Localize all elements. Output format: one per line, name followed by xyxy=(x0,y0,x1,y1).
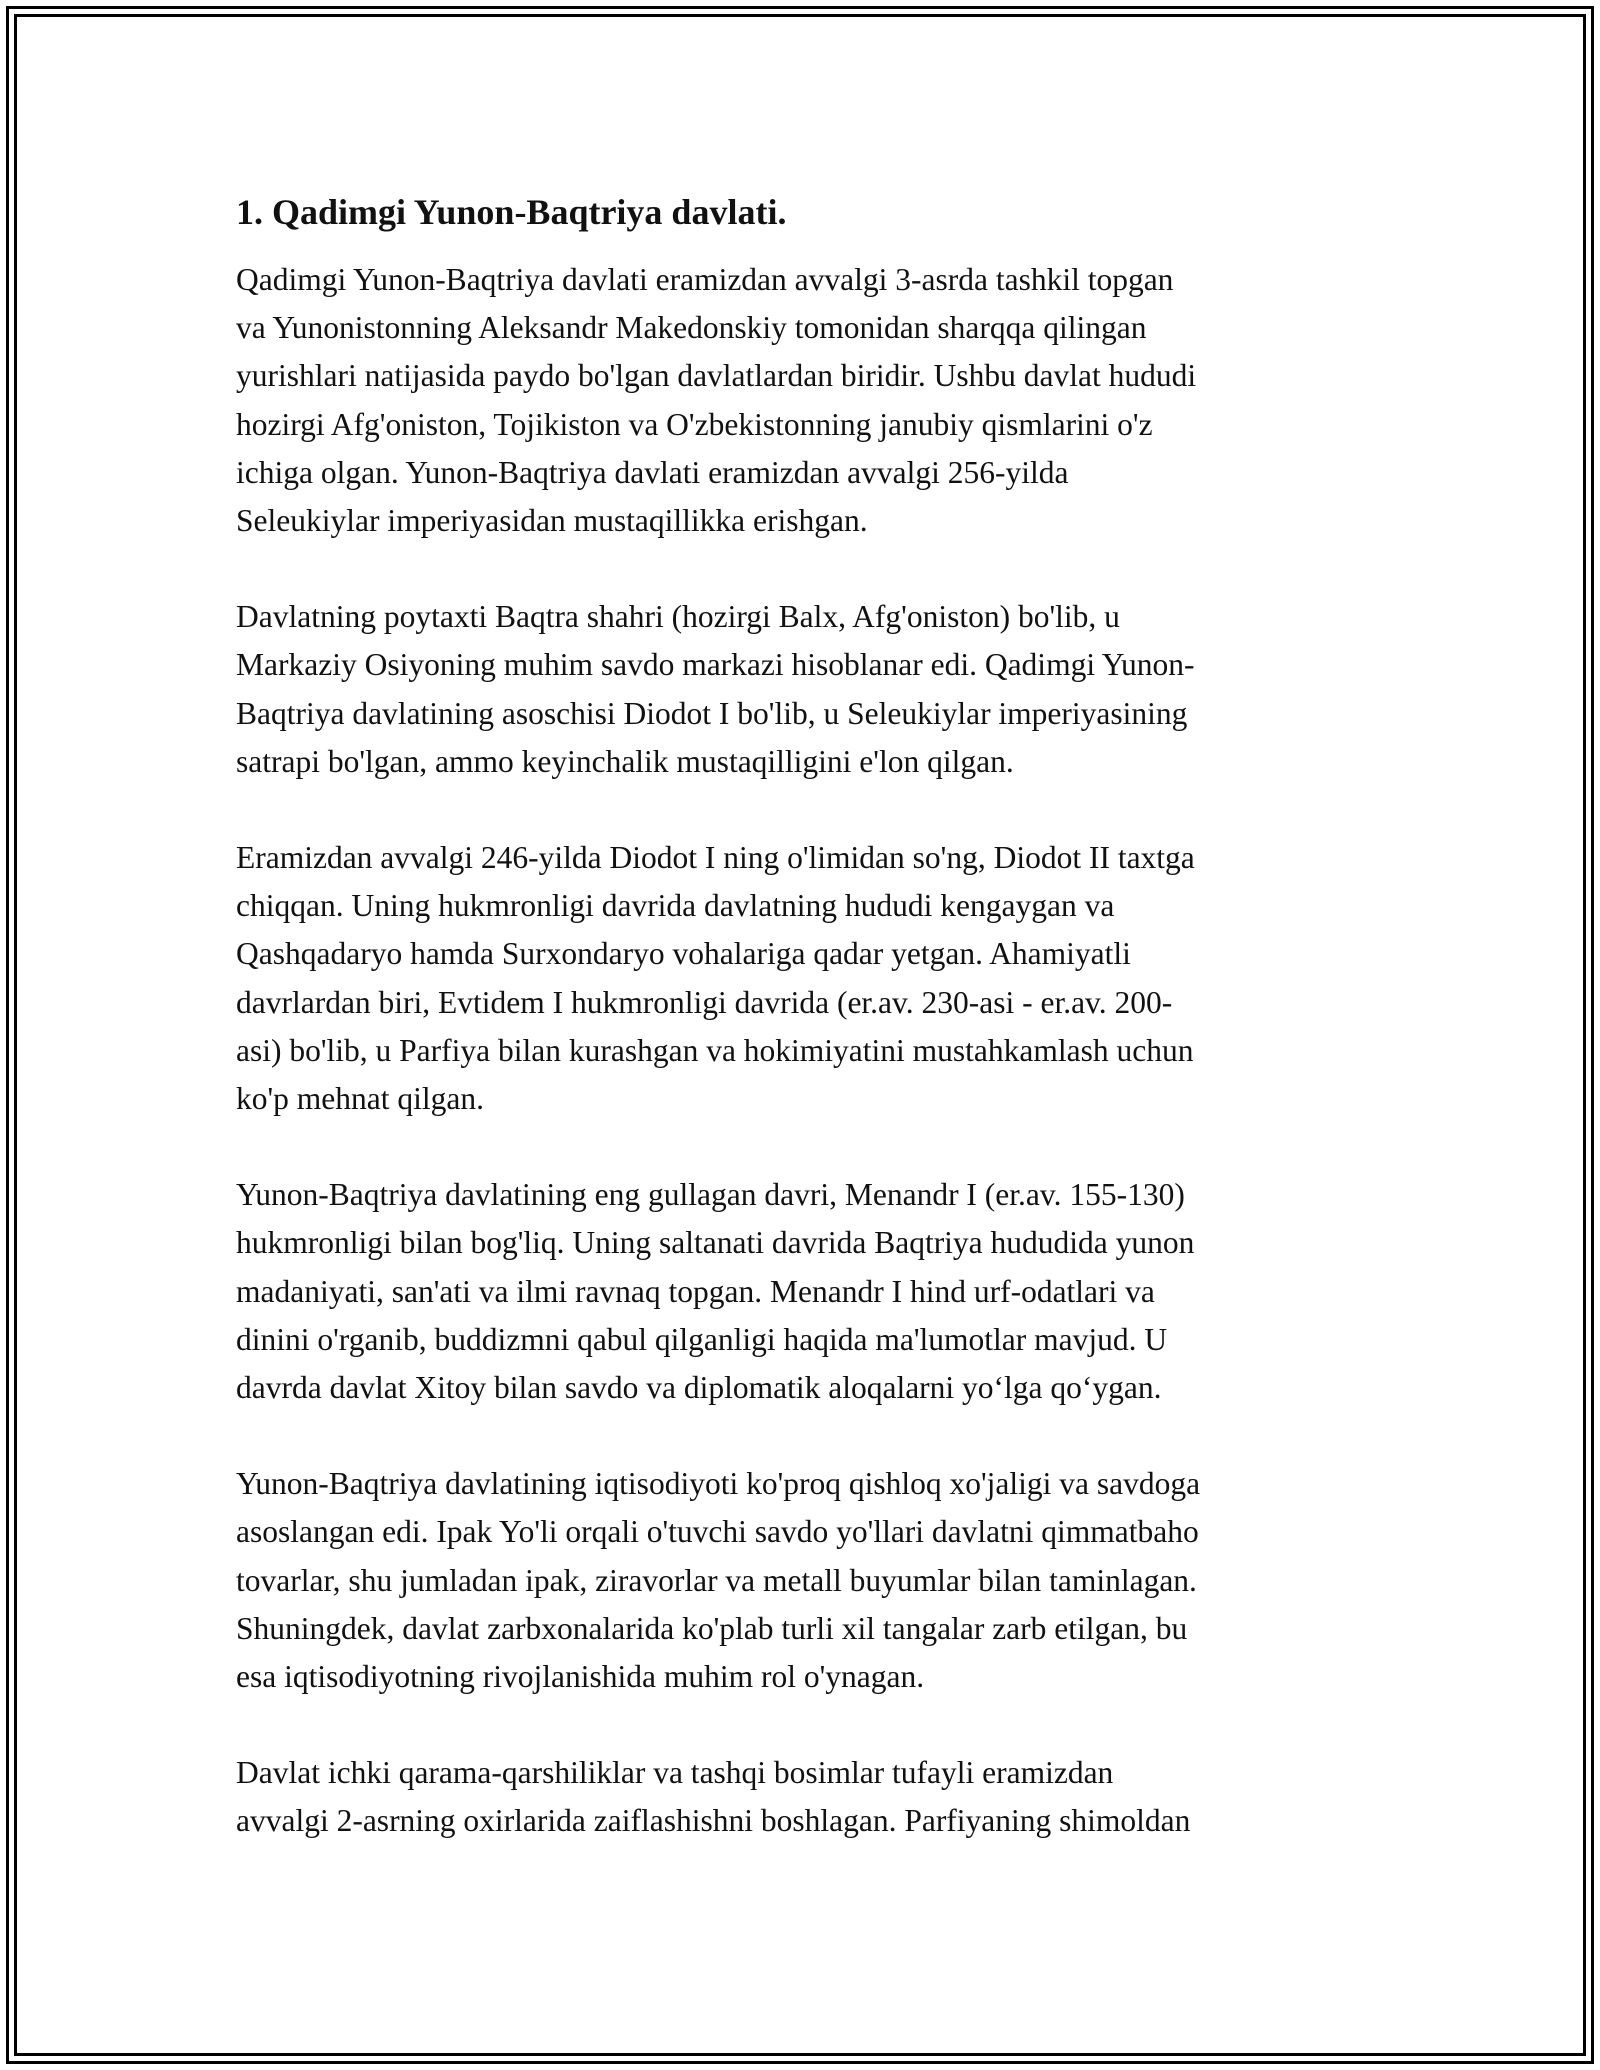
paragraph xyxy=(236,1460,1376,1701)
text-line: Markaziy Osiyoning muhim savdo markazi hisoblanar edi. Qadimgi Yunon- xyxy=(236,647,1195,683)
paragraph xyxy=(236,834,1376,1123)
text-line: hozirgi Afg'oniston, Tojikiston va O'zbekistonning janubiy qismlarini o'z xyxy=(236,406,1153,442)
text-line: madaniyati, san'ati va ilmi ravnaq topgan. Menandr I hind urf-odatlari va xyxy=(236,1273,1155,1309)
text-line: Yunon-Baqtriya davlatining iqtisodiyoti ko'proq qishloq xo'jaligi va savdoga xyxy=(236,1466,1201,1502)
text-line: Seleukiylar imperiyasidan mustaqillikka erishgan. xyxy=(236,503,868,539)
text-line: Qashqadaryo hamda Surxondaryo vohalariga qadar yetgan. Ahamiyatli xyxy=(236,936,1131,972)
text-line: yurishlari natijasida paydo bo'lgan davlatlardan biridir. Ushbu davlat hududi xyxy=(236,358,1197,394)
text-line: asoslangan edi. Ipak Yo'li orqali o'tuvchi savdo yo'llari davlatni qimmatbaho xyxy=(236,1514,1199,1550)
text-line: ichiga olgan. Yunon-Baqtriya davlati eramizdan avvalgi 256-yilda xyxy=(236,454,1069,490)
text-line: Baqtriya davlatining asoschisi Diodot I bo'lib, u Seleukiylar imperiyasining xyxy=(236,695,1188,731)
text-line: va Yunonistonning Aleksandr Makedonskiy tomonidan sharqqa qilingan xyxy=(236,310,1147,346)
text-line: davrlardan biri, Evtidem I hukmronligi davrida (er.av. 230-asi - er.av. 200- xyxy=(236,984,1173,1020)
document-body xyxy=(236,188,1376,1846)
text-line: Davlatning poytaxti Baqtra shahri (hozirgi Balx, Afg'oniston) bo'lib, u xyxy=(236,599,1120,635)
text-line: chiqqan. Uning hukmronligi davrida davlatning hududi kengaygan va xyxy=(236,888,1115,924)
text-line: tovarlar, shu jumladan ipak, ziravorlar va metall buyumlar bilan taminlagan. xyxy=(236,1562,1197,1598)
paragraph xyxy=(236,1749,1376,1845)
text-line: Davlat ichki qarama-qarshiliklar va tashqi bosimlar tufayli eramizdan xyxy=(236,1755,1114,1791)
text-line: hukmronligi bilan bog'liq. Uning saltanati davrida Baqtriya hududida yunon xyxy=(236,1225,1195,1261)
paragraph xyxy=(236,593,1376,786)
paragraph xyxy=(236,1171,1376,1412)
paragraph xyxy=(236,256,1376,545)
text-line: davrda davlat Xitoy bilan savdo va diplomatik aloqalarni yo‘lga qo‘ygan. xyxy=(236,1370,1162,1406)
text-line: asi) bo'lib, u Parfiya bilan kurashgan va hokimiyatini mustahkamlash uchun xyxy=(236,1032,1194,1068)
text-line: Qadimgi Yunon-Baqtriya davlati eramizdan avvalgi 3-asrda tashkil topgan xyxy=(236,262,1174,297)
text-line: satrapi bo'lgan, ammo keyinchalik mustaqilligini e'lon qilgan. xyxy=(236,743,1014,779)
text-line: Shuningdek, davlat zarbxonalarida ko'plab turli xil tangalar zarb etilgan, bu xyxy=(236,1610,1188,1646)
text-line: Eramizdan avvalgi 246-yilda Diodot I ning o'limidan so'ng, Diodot II taxtga xyxy=(236,840,1195,876)
text-line: dinini o'rganib, buddizmni qabul qilganligi haqida ma'lumotlar mavjud. U xyxy=(236,1321,1168,1357)
text-line: esa iqtisodiyotning rivojlanishida muhim rol o'ynagan. xyxy=(236,1659,925,1695)
text-line: Yunon-Baqtriya davlatining eng gullagan davri, Menandr I (er.av. 155-130) xyxy=(236,1177,1185,1213)
text-line: avvalgi 2-asrning oxirlarida zaiflashishni boshlagan. Parfiyaning shimoldan xyxy=(236,1803,1191,1839)
text-line: ko'p mehnat qilgan. xyxy=(236,1081,485,1117)
page-title: 1. Qadimgi Yunon-Baqtriya davlati. xyxy=(236,192,787,232)
